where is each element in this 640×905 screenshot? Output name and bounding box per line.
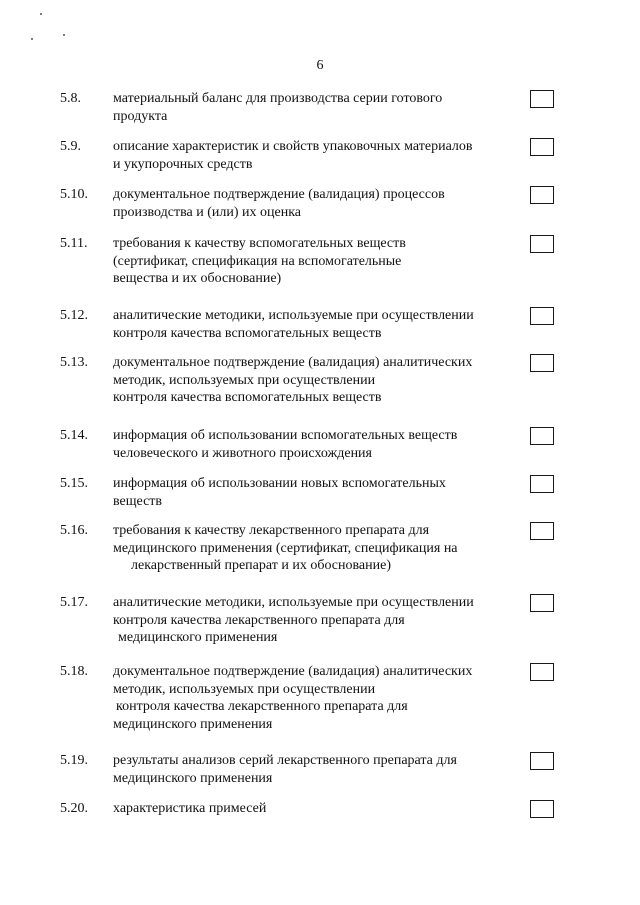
- item-number: 5.9.: [60, 139, 81, 154]
- item-text: [113, 800, 513, 818]
- item-text-line: аналитические методики, используемые при осуществлении: [113, 308, 474, 323]
- item-number: 5.13.: [60, 355, 88, 370]
- item-number: 5.16.: [60, 523, 88, 538]
- item-text-line: документальное подтверждение (валидация) аналитических: [113, 355, 473, 370]
- item-text-line: требования к качеству вспомогательных веществ: [113, 236, 406, 251]
- scan-speck: [40, 13, 42, 15]
- item-checkbox[interactable]: [530, 354, 554, 372]
- item-checkbox[interactable]: [530, 752, 554, 770]
- item-text: [113, 663, 513, 733]
- scan-speck: [31, 38, 33, 40]
- item-text-line: контроля качества лекарственного препарата для: [113, 612, 405, 628]
- item-number: 5.14.: [60, 428, 88, 443]
- item-checkbox[interactable]: [530, 307, 554, 325]
- item-text: [113, 235, 513, 288]
- item-text-line: материальный баланс для производства серии готового: [113, 91, 443, 106]
- item-text-line: вещества и их обоснование): [113, 271, 282, 286]
- item-text: [113, 427, 513, 462]
- item-text-line: информация об использовании вспомогательных веществ: [113, 428, 458, 443]
- item-checkbox[interactable]: [530, 663, 554, 681]
- item-text: [113, 475, 513, 510]
- item-checkbox[interactable]: [530, 800, 554, 818]
- item-text-line: требования к качеству лекарственного препарата для: [113, 523, 430, 538]
- item-text: [113, 186, 513, 221]
- item-number: 5.17.: [60, 595, 88, 610]
- item-text-line: аналитические методики, используемые при осуществлении: [113, 595, 474, 610]
- item-checkbox[interactable]: [530, 594, 554, 612]
- item-text-line: описание характеристик и свойств упаковочных материалов: [113, 139, 473, 154]
- item-text-line: (сертификат, спецификация на вспомогательные: [113, 253, 402, 269]
- item-text: [113, 354, 513, 407]
- item-text-line: медицинского применения: [118, 630, 278, 645]
- item-number: 5.12.: [60, 308, 88, 323]
- item-text: [113, 594, 513, 647]
- item-text-line: веществ: [113, 493, 163, 509]
- item-text-line: контроля качества вспомогательных веществ: [113, 325, 382, 341]
- item-number: 5.10.: [60, 187, 88, 202]
- item-text-line: человеческого и животного происхождения: [113, 445, 372, 461]
- item-number: 5.18.: [60, 664, 88, 679]
- item-text-line: документальное подтверждение (валидация) аналитических: [113, 664, 473, 679]
- item-number: 5.8.: [60, 91, 81, 106]
- scan-speck: [63, 34, 65, 36]
- item-text-line: характеристика примесей: [113, 801, 267, 816]
- item-number: 5.15.: [60, 476, 88, 491]
- item-text-line: медицинского применения: [113, 716, 273, 732]
- item-number: 5.19.: [60, 753, 88, 768]
- item-text: [113, 307, 513, 342]
- item-text-line: результаты анализов серий лекарственного препарата для: [113, 753, 457, 768]
- item-text-line: медицинского применения: [113, 770, 273, 786]
- item-checkbox[interactable]: [530, 138, 554, 156]
- item-checkbox[interactable]: [530, 522, 554, 540]
- item-checkbox[interactable]: [530, 186, 554, 204]
- item-number: 5.20.: [60, 801, 88, 816]
- item-text-line: контроля качества лекарственного препарата для: [116, 699, 408, 714]
- item-text-line: контроля качества вспомогательных веществ: [113, 390, 382, 405]
- item-text-line: документальное подтверждение (валидация) процессов: [113, 187, 445, 202]
- item-text: [113, 138, 513, 173]
- item-text-line: производства и (или) их оценка: [113, 204, 302, 220]
- item-text-line: информация об использовании новых вспомогательных: [113, 476, 446, 491]
- item-text: [113, 522, 513, 575]
- item-text-line: медицинского применения (сертификат, спецификация на: [113, 540, 458, 556]
- item-text: [113, 90, 513, 125]
- item-checkbox[interactable]: [530, 427, 554, 445]
- item-text-line: продукта: [113, 108, 168, 124]
- item-checkbox[interactable]: [530, 475, 554, 493]
- item-text-line: методик, используемых при осуществлении: [113, 372, 376, 388]
- item-text-line: методик, используемых при осуществлении: [113, 681, 376, 697]
- item-text-line: лекарственный препарат и их обоснование): [131, 558, 392, 573]
- page-number: 6: [316, 58, 324, 73]
- item-text-line: и укупорочных средств: [113, 156, 253, 172]
- item-checkbox[interactable]: [530, 235, 554, 253]
- item-number: 5.11.: [60, 236, 88, 251]
- item-checkbox[interactable]: [530, 90, 554, 108]
- item-text: [113, 752, 513, 787]
